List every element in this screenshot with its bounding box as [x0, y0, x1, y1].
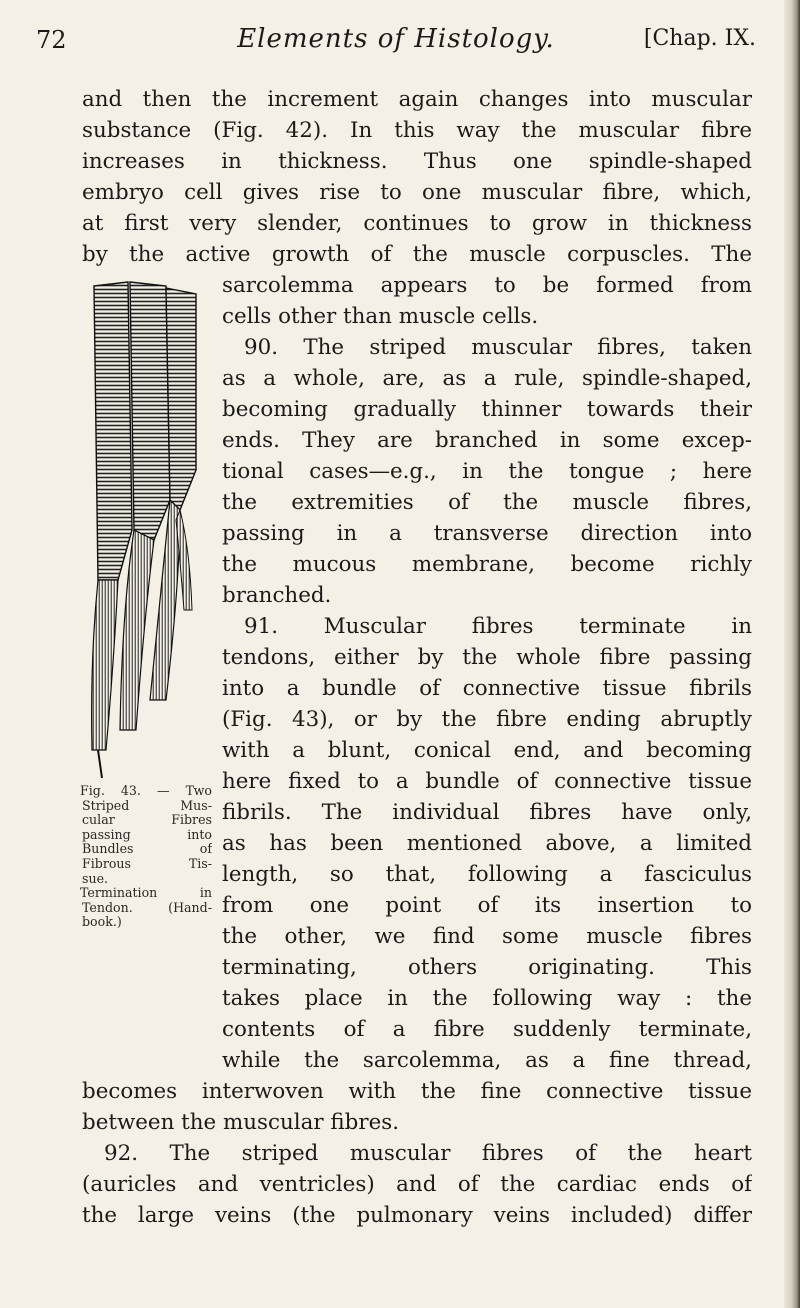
body-line: (Fig. 43), or by the fibre ending abruptly — [222, 707, 752, 732]
body-line: sarcolemma appears to be formed from — [222, 273, 752, 298]
body-line: as a whole, are, as a rule, spindle-shaped, — [222, 366, 752, 391]
body-line: substance (Fig. 42). In this way the muscular fibre — [82, 118, 752, 143]
caption-line: Bundles of — [82, 842, 212, 857]
caption-line: Tendon. (Hand- — [82, 900, 212, 915]
body-line: becomes interwoven with the fine connective tissue — [82, 1079, 752, 1104]
body-line: (auricles and ventricles) and of the cardiac ends of — [82, 1172, 752, 1197]
body-line: tional cases—e.g., in the tongue ; here — [222, 459, 752, 484]
page-header — [36, 16, 756, 56]
body-line: the large veins (the pulmonary veins included) differ — [82, 1203, 752, 1228]
caption-line: Fig. 43. — Two — [80, 784, 212, 798]
page-number: 72 — [36, 26, 67, 54]
body-line: branched. — [222, 583, 332, 608]
body-line: as has been mentioned above, a limited — [222, 831, 752, 856]
caption-line: book.) — [82, 915, 122, 930]
body-line: embryo cell gives rise to one muscular fibre, which, — [82, 180, 752, 205]
body-line: the other, we find some muscle fibres — [222, 924, 752, 949]
body-line: with a blunt, conical end, and becoming — [222, 738, 752, 763]
chapter-label: [Chap. IX. — [643, 26, 756, 51]
figure-43-caption — [80, 784, 212, 930]
body-line: at first very slender, continues to grow in thickness — [82, 211, 752, 236]
paragraph-90-start: 90. The striped muscular fibres, taken — [244, 335, 752, 360]
body-line: into a bundle of connective tissue fibrils — [222, 676, 752, 701]
body-line: fibrils. The individual fibres have only, — [222, 800, 752, 825]
figure-43-illustration — [80, 280, 202, 780]
body-line: terminating, others originating. This — [222, 955, 752, 980]
caption-line: passing into — [82, 827, 212, 842]
body-line: passing in a transverse direction into — [222, 521, 752, 546]
paragraph-91-start: 91. Muscular fibres terminate in — [244, 614, 752, 639]
caption-line: Striped Mus- — [82, 798, 212, 813]
body-line: and then the increment again changes into muscular — [82, 87, 752, 112]
body-line: becoming gradually thinner towards their — [222, 397, 752, 422]
body-line: cells other than muscle cells. — [222, 304, 539, 329]
caption-line: cular Fibres — [82, 813, 212, 828]
body-line: increases in thickness. Thus one spindle-shaped — [82, 149, 752, 174]
body-line: the extremities of the muscle fibres, — [222, 490, 752, 515]
running-title: Elements of Histology. — [237, 24, 555, 54]
body-line: the mucous membrane, become richly — [222, 552, 752, 577]
body-line: from one point of its insertion to — [222, 893, 752, 918]
body-line: tendons, either by the whole fibre passing — [222, 645, 752, 670]
paragraph-92-start: 92. The striped muscular fibres of the heart — [104, 1141, 752, 1166]
body-line: takes place in the following way : the — [222, 986, 752, 1011]
caption-line: Termination in — [80, 886, 212, 901]
body-line: length, so that, following a fasciculus — [222, 862, 752, 887]
caption-line: Fibrous Tis- — [82, 856, 212, 871]
body-line: contents of a fibre suddenly terminate, — [222, 1017, 752, 1042]
caption-line: sue. — [82, 871, 109, 886]
body-line: while the sarcolemma, as a fine thread, — [222, 1048, 752, 1073]
body-line: by the active growth of the muscle corpuscles. The — [82, 242, 752, 267]
body-line: ends. They are branched in some excep- — [222, 428, 752, 453]
page-edge-shadow — [784, 0, 800, 1308]
body-line: between the muscular fibres. — [82, 1110, 400, 1135]
body-line: here fixed to a bundle of connective tissue — [222, 769, 752, 794]
